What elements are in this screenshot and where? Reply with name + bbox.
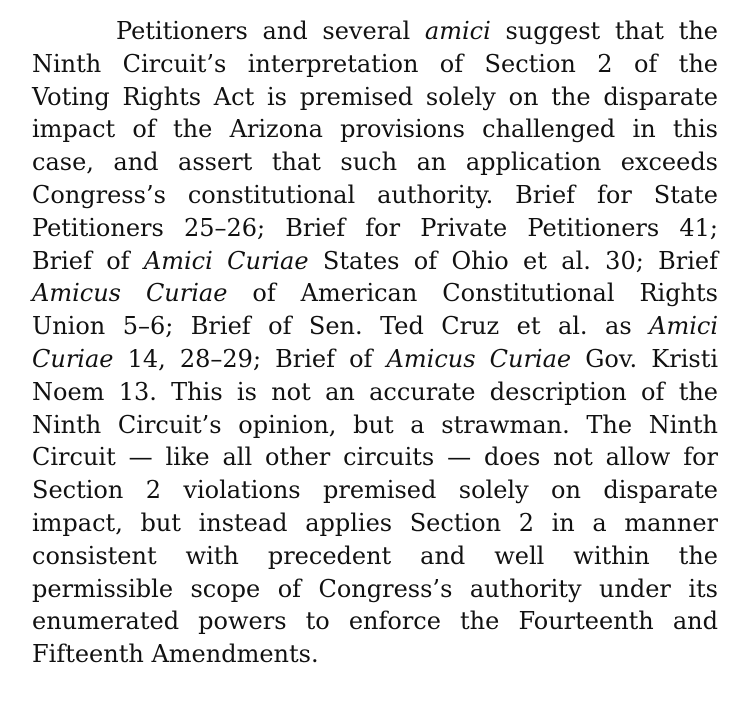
paragraph-line: enumerated powers to enforce the Fourteenth and: [32, 607, 718, 636]
paragraph-line: Brief of Amici Curiae States of Ohio et al. 30; Brief: [32, 246, 718, 275]
paragraph-line: Petitioners and several amici suggest that the: [116, 17, 718, 45]
paragraph-line: Amicus Curiae of American Constitutional Rights: [32, 279, 718, 308]
paragraph-line: Ninth Circuit’s interpretation of Section 2 of the: [32, 49, 718, 78]
paragraph-line: impact of the Arizona provisions challenged in this: [32, 115, 718, 144]
paragraph-line: consistent with precedent and well within the: [32, 541, 718, 570]
paragraph-line: Noem 13. This is not an accurate description of the: [32, 377, 718, 406]
paragraph-line: Section 2 violations premised solely on disparate: [32, 476, 718, 505]
paragraph-line: Petitioners 25–26; Brief for Private Petitioners 41;: [32, 213, 718, 242]
paragraph-line: Voting Rights Act is premised solely on the disparate: [32, 82, 718, 111]
paragraph-line: Fifteenth Amendments.: [32, 640, 319, 669]
paragraph-line: Union 5–6; Brief of Sen. Ted Cruz et al. as Amici: [32, 312, 718, 341]
paragraph-line: Ninth Circuit’s opinion, but a strawman. The Ninth: [32, 410, 718, 439]
paragraph-line: case, and assert that such an application exceeds: [32, 148, 718, 177]
paragraph-line: Circuit — like all other circuits — does not allow for: [32, 443, 718, 472]
paragraph-line: permissible scope of Congress’s authority under its: [32, 574, 718, 603]
paragraph-line: Curiae 14, 28–29; Brief of Amicus Curiae Gov. Kristi: [32, 344, 719, 373]
opinion-paragraph: [32, 15, 718, 671]
paragraph-line: Congress’s constitutional authority. Brief for State: [32, 180, 718, 209]
paragraph-line: impact, but instead applies Section 2 in a manner: [32, 508, 718, 537]
